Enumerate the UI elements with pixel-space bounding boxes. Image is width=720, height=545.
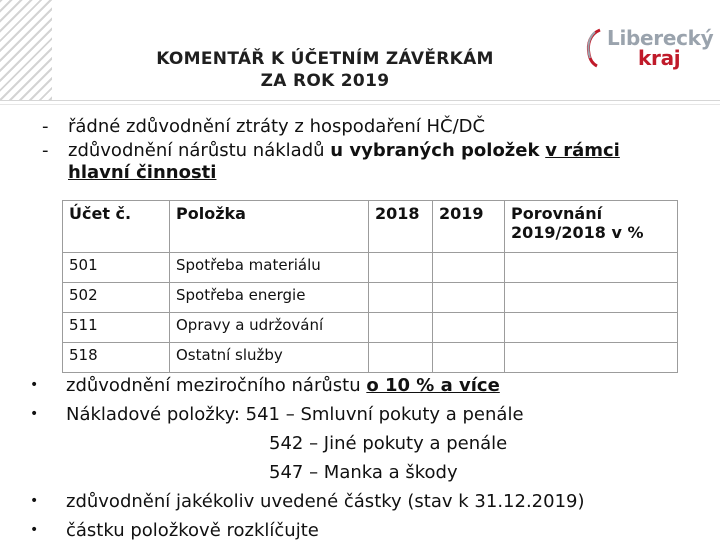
bullet-3-text: zdůvodnění jakékoliv uvedené částky (stav k 31.12.2019) — [66, 491, 585, 512]
table-header-row — [63, 201, 678, 253]
cell-account: 502 — [63, 283, 170, 313]
cell-2019 — [433, 253, 505, 283]
bullet-4-text: částku položkově rozklíčujte — [66, 520, 319, 541]
cell-account: 511 — [63, 313, 170, 343]
header-divider-secondary — [0, 104, 720, 105]
dash-item-1-text: řádné zdůvodnění ztráty z hospodaření HČ/DČ — [68, 116, 486, 137]
cell-account: 518 — [63, 343, 170, 373]
title-line-1: KOMENTÁŘ K ÚČETNÍM ZÁVĚRKÁM — [156, 49, 494, 69]
header-2018: 2018 — [369, 201, 433, 253]
bullet-list — [30, 371, 710, 545]
bullet-dot: • — [30, 406, 39, 422]
cell-2018 — [369, 283, 433, 313]
header-account: Účet č. — [63, 201, 170, 253]
bullet-1-plain: zdůvodnění meziročního nárůstu — [66, 375, 361, 396]
cell-comparison — [505, 253, 678, 283]
liberecky-kraj-logo — [582, 24, 714, 70]
bullet-dot: • — [30, 377, 39, 393]
bullet-2-cont-1-text: 542 – Jiné pokuty a penále — [269, 433, 508, 454]
page-title — [100, 48, 550, 92]
table-row — [63, 283, 678, 313]
logo-text-kraj: kraj — [638, 46, 681, 70]
cell-2018 — [369, 343, 433, 373]
cell-2018 — [369, 253, 433, 283]
header-2019: 2019 — [433, 201, 505, 253]
table-row — [63, 253, 678, 283]
cell-item: Spotřeba energie — [170, 283, 369, 313]
dash-item-2-bold-underlined: v rámci hlavní činnosti — [68, 140, 620, 183]
dash-list — [42, 116, 682, 186]
cell-account: 501 — [63, 253, 170, 283]
dash-item-2-plain: zdůvodnění nárůstu nákladů — [68, 140, 325, 161]
bullet-item-3 — [30, 487, 710, 516]
logo-mark-icon — [584, 28, 602, 68]
bullet-item-4 — [30, 516, 710, 545]
cell-2018 — [369, 313, 433, 343]
header-item: Položka — [170, 201, 369, 253]
bullet-dot: • — [30, 493, 39, 509]
bullet-1-bold: o 10 % a více — [366, 375, 500, 396]
decorative-stripes — [0, 0, 52, 100]
cell-2019 — [433, 343, 505, 373]
bullet-2-continuation-2 — [30, 458, 710, 487]
cell-item: Spotřeba materiálu — [170, 253, 369, 283]
dash-marker: - — [42, 140, 49, 161]
dash-item-1 — [42, 116, 682, 138]
cost-comparison-table — [62, 200, 678, 373]
cell-comparison — [505, 343, 678, 373]
title-line-2: ZA ROK 2019 — [260, 71, 390, 91]
cell-2019 — [433, 313, 505, 343]
header-comparison: Porovnání 2019/2018 v % — [505, 201, 678, 253]
cell-comparison — [505, 313, 678, 343]
bullet-2-text: Nákladové položky: 541 – Smluvní pokuty a penále — [66, 404, 524, 425]
header-divider — [0, 100, 720, 101]
cell-2019 — [433, 283, 505, 313]
bullet-2-cont-2-text: 547 – Manka a škody — [269, 462, 458, 483]
bullet-item-2 — [30, 400, 710, 429]
dash-item-2-bold: u vybraných položek — [330, 140, 540, 161]
table-row — [63, 313, 678, 343]
bullet-2-continuation-1 — [30, 429, 710, 458]
cell-item: Opravy a udržování — [170, 313, 369, 343]
dash-item-2 — [42, 140, 682, 184]
cell-item: Ostatní služby — [170, 343, 369, 373]
bullet-dot: • — [30, 522, 39, 538]
logo-text-liberecky: Liberecký — [607, 26, 714, 50]
cell-comparison — [505, 283, 678, 313]
table-row — [63, 343, 678, 373]
bullet-item-1 — [30, 371, 710, 400]
dash-marker: - — [42, 116, 49, 137]
